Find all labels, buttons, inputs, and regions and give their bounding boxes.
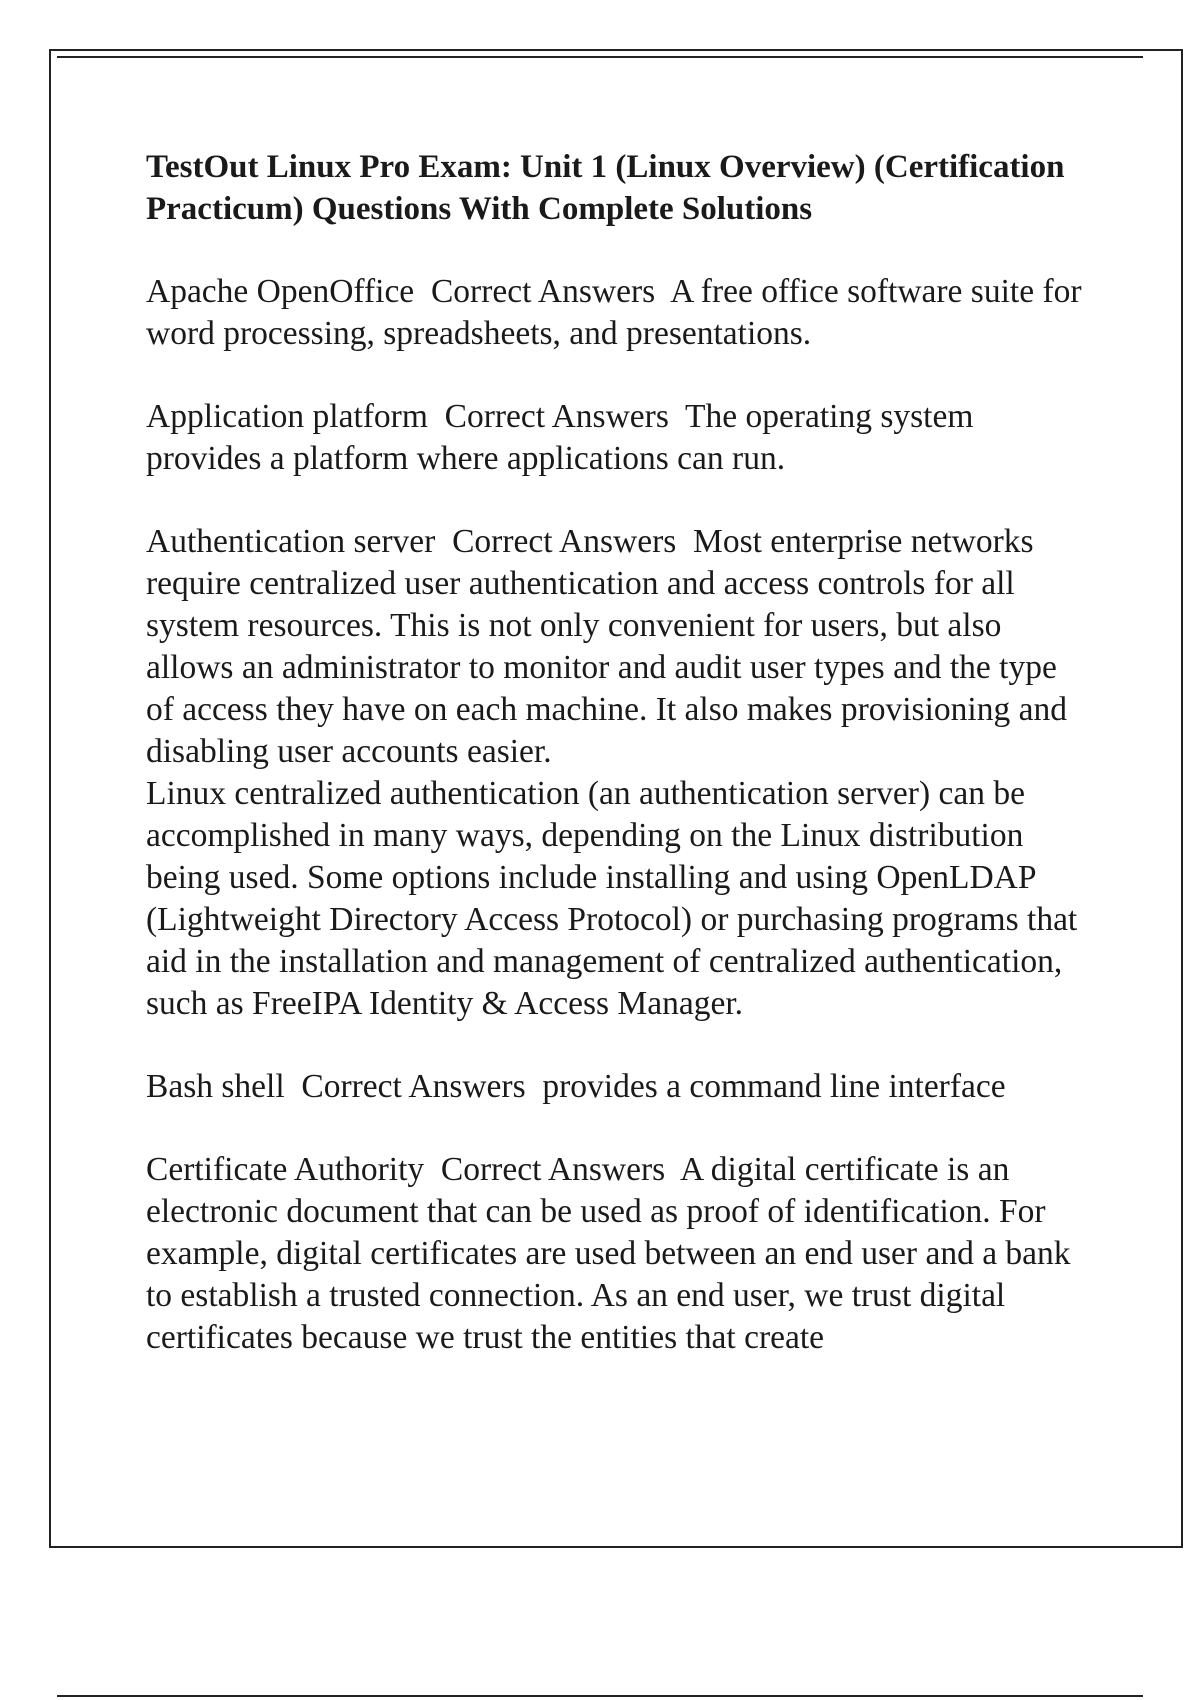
entry-paragraph [146,271,1091,355]
entry-term: Certificate Authority [146,1151,425,1188]
entry-paragraph [146,1066,1091,1108]
entry-definition: The operating system provides a platform where applications can run. [146,398,974,477]
header-rule [57,56,1143,58]
entry-paragraph [146,521,1091,773]
entry-term: Authentication server [146,523,436,560]
entry-paragraph [146,396,1091,480]
document-title: TestOut Linux Pro Exam: Unit 1 (Linux Overview) (Certification Practicum) Questions With Complete Solutions [146,149,1065,227]
entry-definition: provides a command line interface [542,1068,1006,1105]
answer-label: Correct Answers [440,1151,666,1188]
entry-paragraph-continued: Linux centralized authentication (an authentication server) can be accomplished in many ways, depending on the Linux distribution being used. Some options include installing and using OpenLDAP (Lightweight Directory Access Protocol) or purchasing programs that aid in the installation and management of centralized authentication, such as FreeIPA Identity & Access Manager. [146,775,1078,1022]
entry-paragraph [146,1149,1091,1359]
entry-definition: Most enterprise networks require centralized user authentication and access controls for all system resources. This is not only convenient for users, but also allows an administrator to monitor and audit user types and the type of access they have on each machine. It also makes provisioning and disabling user accounts easier. [146,523,1067,770]
entry-application-platform [146,396,1091,480]
entry-definition: A free office software suite for word processing, spreadsheets, and presentations. [146,273,1082,352]
answer-label: Correct Answers [301,1068,526,1105]
footer-rule [57,1695,1143,1697]
entry-bash-shell [146,1066,1091,1108]
entry-apache-openoffice [146,271,1091,355]
document-body [146,146,1091,1400]
entry-authentication-server [146,521,1091,1025]
answer-label: Correct Answers [430,273,656,310]
entry-definition: A digital certificate is an electronic document that can be used as proof of identification. For example, digital certificates are used between an end user and a bank to establish a trusted connection. As an end user, we trust digital certificates because we trust the entities that create [146,1151,1071,1356]
entry-term: Apache OpenOffice [146,273,415,310]
answer-label: Correct Answers [444,398,669,435]
entry-term: Bash shell [146,1068,285,1105]
answer-label: Correct Answers [452,523,677,560]
entry-term: Application platform [146,398,428,435]
entry-certificate-authority [146,1149,1091,1359]
